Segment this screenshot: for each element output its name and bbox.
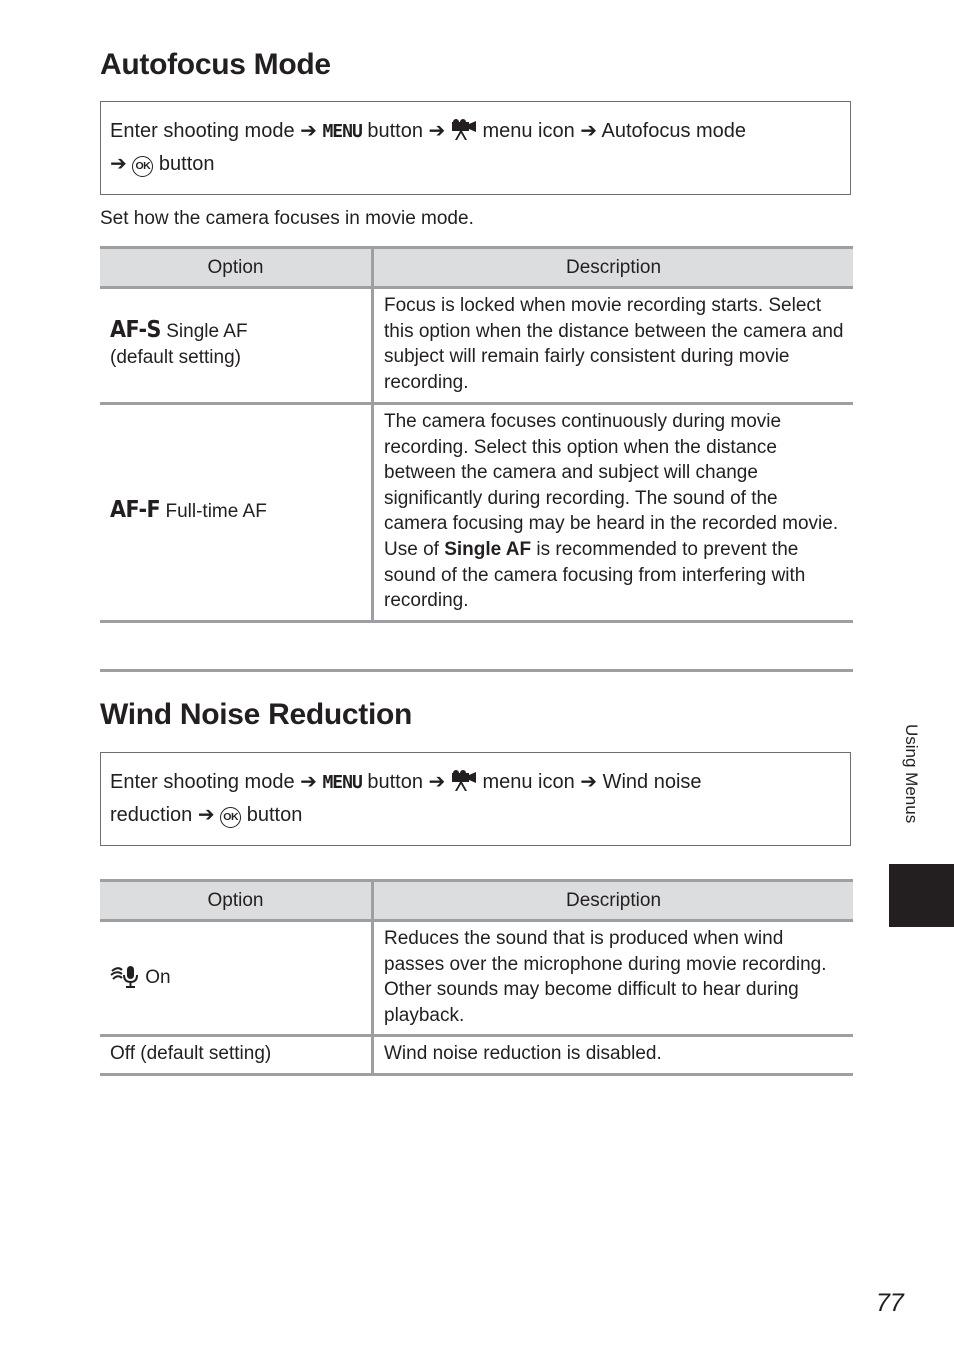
wind-noise-options-table	[100, 879, 853, 1076]
column-header-description: Description	[373, 248, 854, 288]
chapter-tab-marker	[889, 864, 954, 927]
column-header-description: Description	[373, 881, 854, 921]
description-cell	[373, 404, 854, 622]
option-label: Off (default setting)	[110, 1043, 272, 1065]
arrow-icon: ➔	[580, 771, 598, 793]
page-number: 77	[876, 1289, 904, 1317]
description-text: The camera focuses continuously during movie recording. Select this option when the distance between the camera and subject will change significantly during recording. The sound of the camera focusing may be heard in the recorded movie. Use of	[384, 411, 839, 560]
option-label: Single AF	[166, 321, 248, 343]
ok-button-icon: OK	[220, 807, 241, 828]
arrow-icon: ➔	[300, 771, 317, 793]
ok-button-icon: OK	[132, 156, 153, 177]
option-cell	[100, 404, 373, 622]
option-cell	[100, 288, 373, 404]
nav-text: Wind noise	[602, 771, 702, 793]
menu-button-icon: MENU	[322, 772, 362, 793]
arrow-icon: ➔	[428, 771, 446, 793]
arrow-icon: ➔	[197, 804, 215, 826]
table-row	[100, 404, 853, 622]
option-cell	[100, 921, 373, 1036]
option-note: (default setting)	[110, 347, 241, 368]
table-row	[100, 921, 853, 1036]
menu-path-box-autofocus	[100, 101, 851, 195]
option-label: Full-time AF	[165, 501, 267, 523]
option-label: On	[145, 966, 171, 988]
arrow-icon: ➔	[110, 153, 127, 175]
nav-text: Enter shooting mode	[110, 120, 295, 142]
movie-camera-icon	[451, 119, 477, 141]
description-cell: Focus is locked when movie recording starts. Select this option when the distance between the camera and subject will remain fairly consistent during movie recording.	[373, 288, 854, 404]
column-header-option: Option	[100, 248, 373, 288]
option-cell	[100, 1036, 373, 1075]
nav-text: reduction	[110, 804, 193, 826]
menu-button-icon: MENU	[322, 121, 362, 142]
wind-noise-icon	[110, 964, 140, 988]
section-intro: Set how the camera focuses in movie mode.	[100, 208, 474, 229]
nav-text: button	[367, 771, 423, 793]
af-f-icon: AF-F	[110, 497, 161, 524]
description-cell: Reduces the sound that is produced when wind passes over the microphone during movie recording. Other sounds may become difficult to hear during playback.	[373, 921, 854, 1036]
table-row	[100, 288, 853, 404]
autofocus-options-table	[100, 246, 853, 623]
description-text: is recommended to prevent the sound of the camera focusing from interfering with recording.	[384, 538, 806, 612]
af-s-icon: AF-S	[110, 317, 161, 344]
table-header-row	[100, 881, 853, 921]
table-header-row	[100, 248, 853, 288]
arrow-icon: ➔	[300, 120, 317, 142]
description-emphasis: Single AF	[444, 538, 532, 560]
nav-text: menu icon	[482, 120, 575, 142]
menu-path-box-wind-noise	[100, 752, 851, 846]
section-title-wind-noise: Wind Noise Reduction	[100, 698, 413, 731]
movie-camera-icon	[451, 770, 477, 792]
nav-text: button	[246, 804, 303, 826]
arrow-icon: ➔	[580, 120, 598, 142]
section-divider	[100, 669, 853, 672]
table-row	[100, 1036, 853, 1075]
nav-text: button	[367, 120, 423, 142]
column-header-option: Option	[100, 881, 373, 921]
nav-text: menu icon	[482, 771, 575, 793]
description-cell: Wind noise reduction is disabled.	[373, 1036, 854, 1075]
section-title-autofocus: Autofocus Mode	[100, 48, 331, 81]
arrow-icon: ➔	[428, 120, 446, 142]
nav-text: button	[158, 153, 215, 175]
nav-text: Enter shooting mode	[110, 771, 295, 793]
section-side-label: Using Menus	[902, 724, 921, 824]
nav-text: Autofocus mode	[601, 120, 747, 142]
